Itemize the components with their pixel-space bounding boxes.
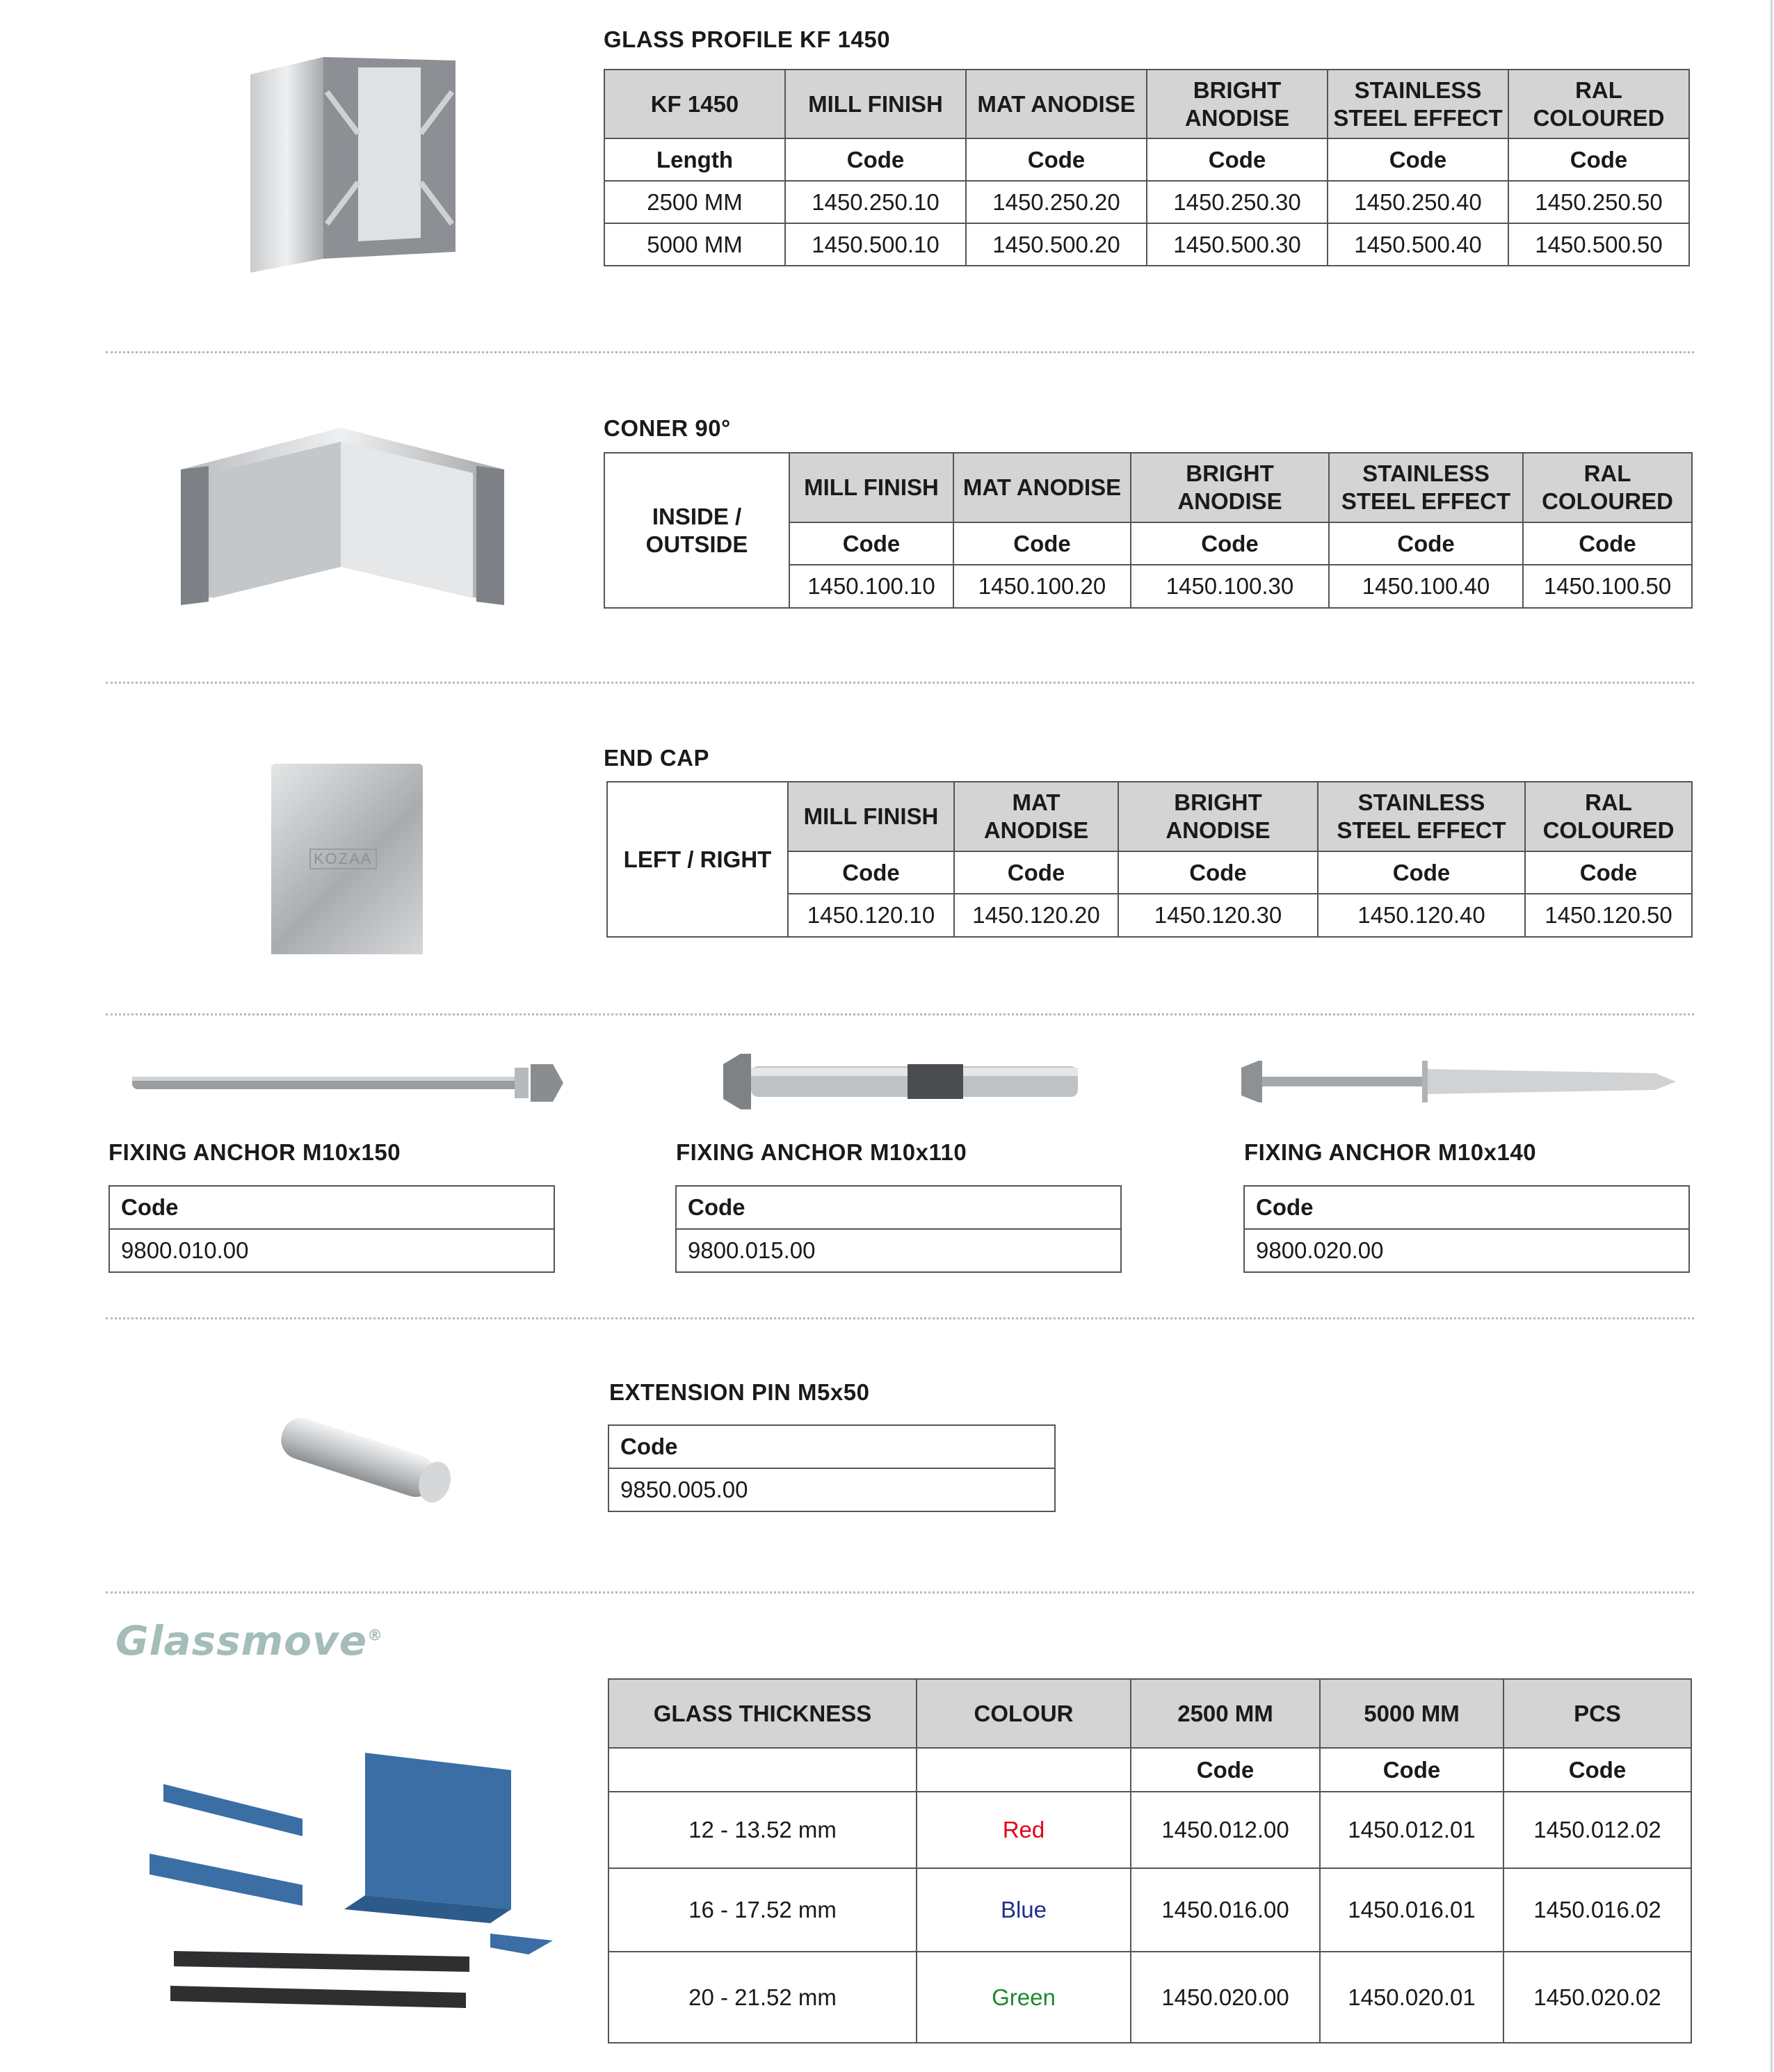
column-header: BRIGHT ANODISE [1147,70,1328,138]
column-header: STAINLESS STEEL EFFECT [1318,782,1525,851]
column-header: MILL FINISH [788,782,954,851]
code-header: Code [109,1186,554,1229]
row-label: LEFT / RIGHT [607,782,788,937]
glassmove-logo [115,1617,383,1664]
column-header: COLOUR [917,1679,1131,1748]
section-divider [106,351,1694,353]
anchor-2-code-table [675,1185,1122,1273]
code-cell: 1450.012.02 [1503,1792,1691,1868]
pin-code-table [608,1424,1056,1512]
table-row [604,223,1689,266]
column-header: MILL FINISH [789,453,953,522]
corner-profile-image [160,421,522,623]
code-cell: 1450.100.50 [1523,565,1692,608]
glassmove-code-table [608,1678,1692,2043]
column-subheader: Code [1131,522,1329,565]
code-cell: 1450.020.02 [1503,1952,1691,2043]
column-header: MILL FINISH [785,70,966,138]
column-subheader: Code [1318,851,1525,894]
section-divider [106,1591,1694,1593]
endcap-title: END CAP [604,745,710,771]
endcap-code-table [606,781,1693,938]
code-cell: 1450.016.01 [1320,1868,1503,1952]
anchor-m10x140-image [1238,1054,1683,1109]
column-subheader: Code [966,138,1147,181]
column-subheader: Code [788,851,954,894]
length-cell: 2500 MM [604,181,785,223]
column-header: PCS [1503,1679,1691,1748]
column-subheader: Code [1508,138,1689,181]
column-header: 5000 MM [1320,1679,1503,1748]
code-cell: 1450.500.50 [1508,223,1689,266]
code-cell: 1450.120.50 [1525,894,1692,937]
thickness-cell: 20 - 21.52 mm [608,1952,917,2043]
column-header: KF 1450 [604,70,785,138]
column-header: STAINLESS STEEL EFFECT [1328,70,1508,138]
colour-cell: Red [917,1792,1131,1868]
column-subheader: Code [789,522,953,565]
code-cell: 1450.120.20 [954,894,1118,937]
column-subheader [917,1748,1131,1792]
column-header: BRIGHT ANODISE [1118,782,1318,851]
table-row [604,138,1689,181]
table-row [608,1792,1691,1868]
code-cell: 1450.100.20 [953,565,1131,608]
code-cell: 1450.500.30 [1147,223,1328,266]
column-header: RAL COLOURED [1525,782,1692,851]
anchor-1-title: FIXING ANCHOR M10x150 [108,1139,401,1165]
table-row [604,70,1689,138]
profile-code-table [604,69,1690,266]
column-subheader: Code [1329,522,1523,565]
section-divider [106,1317,1694,1319]
code-cell: 1450.250.20 [966,181,1147,223]
section-divider [106,682,1694,684]
table-row [608,1748,1691,1792]
column-header: MAT ANODISE [966,70,1147,138]
code-cell: 1450.100.30 [1131,565,1329,608]
code-cell: 1450.012.00 [1131,1792,1320,1868]
code-value: 9850.005.00 [608,1468,1055,1511]
anchor-3-title: FIXING ANCHOR M10x140 [1244,1139,1537,1165]
code-cell: 1450.120.40 [1318,894,1525,937]
column-subheader: Code [1328,138,1508,181]
column-subheader: Code [1118,851,1318,894]
code-cell: 1450.250.40 [1328,181,1508,223]
code-header: Code [676,1186,1121,1229]
registered-mark: ® [367,1627,384,1645]
anchor-m10x150-image [129,1050,567,1113]
column-subheader: Code [1523,522,1692,565]
column-header: MAT ANODISE [954,782,1118,851]
column-subheader: Code [954,851,1118,894]
profile-title: GLASS PROFILE KF 1450 [604,26,891,52]
code-cell: 1450.120.30 [1118,894,1318,937]
code-value: 9800.020.00 [1244,1229,1689,1272]
code-cell: 1450.500.20 [966,223,1147,266]
code-header: Code [608,1425,1055,1468]
code-cell: 1450.016.00 [1131,1868,1320,1952]
column-header: RAL COLOURED [1523,453,1692,522]
column-subheader: Code [1147,138,1328,181]
code-cell: 1450.120.10 [788,894,954,937]
code-cell: 1450.012.01 [1320,1792,1503,1868]
glassmove-logo-text: Glassmove [115,1617,368,1664]
column-subheader: Code [785,138,966,181]
column-subheader [608,1748,917,1792]
glassmove-parts-image [143,1749,567,2021]
table-row [607,782,1692,851]
code-cell: 1450.500.40 [1328,223,1508,266]
column-subheader: Code [1320,1748,1503,1792]
colour-cell: Green [917,1952,1131,2043]
section-divider [106,1013,1694,1015]
table-row [608,1679,1691,1748]
column-header: MAT ANODISE [953,453,1131,522]
code-cell: 1450.020.00 [1131,1952,1320,2043]
table-row [604,453,1692,522]
code-cell: 1450.016.02 [1503,1868,1691,1952]
page-edge-line [1771,0,1773,2072]
anchor-m10x110-image [720,1047,1095,1116]
table-row [604,181,1689,223]
column-header: RAL COLOURED [1508,70,1689,138]
code-cell: 1450.100.40 [1329,565,1523,608]
anchor-2-title: FIXING ANCHOR M10x110 [676,1139,967,1165]
row-label: INSIDE / OUTSIDE [604,453,789,608]
glass-profile-image [247,50,462,280]
extension-pin-image [271,1405,466,1516]
code-header: Code [1244,1186,1689,1229]
end-cap-image [271,764,423,954]
table-row [608,1868,1691,1952]
thickness-cell: 12 - 13.52 mm [608,1792,917,1868]
corner-title: CONER 90° [604,415,731,441]
code-cell: 1450.100.10 [789,565,953,608]
corner-code-table [604,452,1693,609]
anchor-1-code-table [108,1185,555,1273]
code-value: 9800.010.00 [109,1229,554,1272]
code-cell: 1450.020.01 [1320,1952,1503,2043]
length-cell: 5000 MM [604,223,785,266]
column-subheader: Length [604,138,785,181]
end-cap-logo: KOZAA [309,849,377,869]
code-cell: 1450.250.10 [785,181,966,223]
column-header: BRIGHT ANODISE [1131,453,1329,522]
code-cell: 1450.500.10 [785,223,966,266]
column-subheader: Code [1131,1748,1320,1792]
anchor-3-code-table [1243,1185,1690,1273]
colour-cell: Blue [917,1868,1131,1952]
code-value: 9800.015.00 [676,1229,1121,1272]
column-subheader: Code [1525,851,1692,894]
code-cell: 1450.250.30 [1147,181,1328,223]
code-cell: 1450.250.50 [1508,181,1689,223]
column-header: GLASS THICKNESS [608,1679,917,1748]
column-header: 2500 MM [1131,1679,1320,1748]
column-subheader: Code [1503,1748,1691,1792]
column-subheader: Code [953,522,1131,565]
table-row [608,1952,1691,2043]
column-header: STAINLESS STEEL EFFECT [1329,453,1523,522]
thickness-cell: 16 - 17.52 mm [608,1868,917,1952]
pin-title: EXTENSION PIN M5x50 [609,1379,870,1405]
